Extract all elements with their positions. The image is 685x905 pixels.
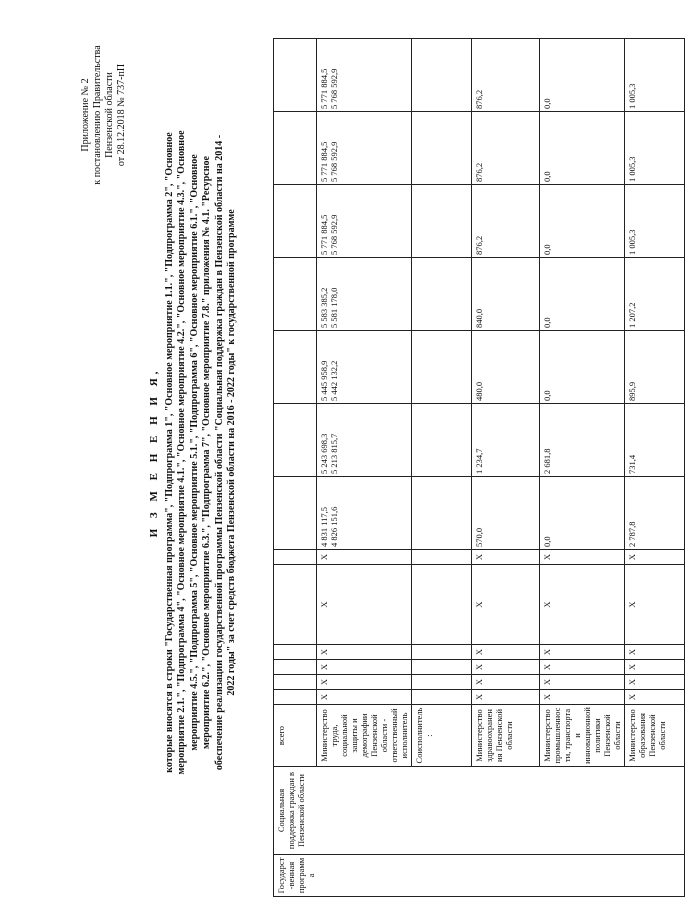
value-cell: 2 787,8 [625,477,685,550]
value-cell [412,331,472,404]
code-cell [274,660,317,675]
value-cell: 0,0 [540,185,625,258]
code-cell: X [540,565,625,645]
value-cell [274,404,317,477]
executor-cell: Министерство промышленности, транспорта и инновационной политики Пензенской области [540,705,625,767]
value-cell [412,258,472,331]
code-cell [412,550,472,565]
code-cell [274,645,317,660]
value-cell [412,112,472,185]
value-regional: 5 442 132,2 [329,360,339,401]
value-total: 5 243 698,3 [319,433,329,474]
value-cell [412,404,472,477]
document-subtitle: которые вносятся в строки "Государственная программа", "Подпрограмма 1", "Основное мероприятие 1.1.", "Подпрограмма 2", "Основное мероприятие 2.1.", "Подпрограмма 4", "Основное мероприятие 4.1.", "Основное мероприятие 4.2.", "Основное мероприятие 4.3.", "Основное мероприятие 4.5.", "Подпрограмма 5", "Основное мероприятие 5.1.", "Подпрограмма 6", "Основное мероприятие 6.1.", "Основное мероприятие 6.2.", "Основное мероприятие 6.3.", "Подпрограмма 7", "Основное мероприятие 7.8." приложения № 4.1. "Ресурсное обеспечение реализации государственной программы Пензенской области "Социальная поддержка граждан в Пензенской области на 2014 - 2022 годы" за счет средств бюджета Пензенской области на 2016 - 2022 годы" к государственной программе [163,130,237,775]
code-cell: X [625,550,685,565]
value-regional: 5 581 178,0 [329,287,339,328]
code-cell: X [472,550,540,565]
value-cell: 480,0 [472,331,540,404]
value-total: 4 831 117,5 [319,506,329,547]
code-cell [412,660,472,675]
value-total: 5 771 884,5 [319,68,329,109]
resource-table [273,38,685,897]
value-cell [317,331,412,404]
value-cell [317,477,412,550]
value-total: 5 771 884,5 [319,141,329,182]
value-total: 5 583 385,2 [319,287,329,328]
value-cell: 876,2 [472,112,540,185]
value-cell: 1 005,3 [625,185,685,258]
code-cell: X [317,690,412,705]
value-cell [274,331,317,404]
value-cell: 0,0 [540,331,625,404]
value-cell [412,185,472,258]
value-cell: 0,0 [540,477,625,550]
value-regional: 4 826 151,6 [329,506,339,547]
value-cell [317,258,412,331]
status-cell: Государст-венная программа [274,855,685,897]
executor-cell: Министерство здравоохранения Пензенской области [472,705,540,767]
code-cell: X [317,565,412,645]
value-total: 5 771 884,5 [319,214,329,255]
value-cell: 876,2 [472,39,540,112]
value-cell: 570,0 [472,477,540,550]
code-cell [274,565,317,645]
code-cell [412,690,472,705]
value-cell: 1 005,3 [625,39,685,112]
code-cell: X [625,645,685,660]
code-cell: X [625,690,685,705]
table-row [274,39,317,897]
value-cell [274,39,317,112]
program-name-cell: Социальная поддержка граждан в Пензенской области [274,767,685,855]
code-cell: X [625,565,685,645]
code-cell: X [540,660,625,675]
code-cell: X [625,675,685,690]
value-cell: 840,0 [472,258,540,331]
code-cell [412,565,472,645]
value-cell: 0,0 [540,112,625,185]
code-cell: X [317,675,412,690]
value-cell: 1 234,7 [472,404,540,477]
value-cell: 731,4 [625,404,685,477]
code-cell: X [472,565,540,645]
value-cell: 895,9 [625,331,685,404]
code-cell [274,675,317,690]
appendix-line: от 28.12.2018 № 737-пП [116,63,127,167]
code-cell [412,675,472,690]
code-cell: X [540,675,625,690]
code-cell: X [472,690,540,705]
code-cell: X [540,690,625,705]
document-title: И З М Е Н Е Н И Я, [148,367,160,538]
executor-cell: Министерство образования Пензенской области [625,705,685,767]
value-cell: 0,0 [540,258,625,331]
value-cell [274,185,317,258]
code-cell: X [540,645,625,660]
code-cell: X [317,550,412,565]
executor-cell: Соисполнитель: [412,705,472,767]
appendix-line: Приложение № 2 [80,78,91,152]
value-total: 5 445 958,9 [319,360,329,401]
value-cell [412,39,472,112]
value-cell: 1 005,3 [625,112,685,185]
code-cell: X [625,660,685,675]
code-cell [412,645,472,660]
value-cell: 876,2 [472,185,540,258]
code-cell: X [472,675,540,690]
code-cell [274,690,317,705]
value-regional: 5 768 592,9 [329,141,339,182]
value-cell [412,477,472,550]
code-cell: X [472,645,540,660]
appendix-note [80,25,128,205]
code-cell: X [317,660,412,675]
value-cell [317,185,412,258]
value-regional: 5 213 815,7 [329,433,339,474]
document-heading [148,0,239,905]
value-regional: 5 768 592,9 [329,214,339,255]
executor-cell: Министерство труда, социальной защиты и демографии Пензенской области - ответственный исполнитель [317,705,412,767]
value-cell [274,112,317,185]
executor-cell: всего [274,705,317,767]
code-cell: X [540,550,625,565]
value-cell [274,477,317,550]
value-cell [274,258,317,331]
appendix-line: к постановлению Правительства [92,45,103,185]
code-cell [274,550,317,565]
code-cell: X [317,645,412,660]
value-cell: 2 681,8 [540,404,625,477]
appendix-line: Пензенской области [104,72,115,158]
code-cell: X [472,660,540,675]
value-cell [317,112,412,185]
value-cell [317,39,412,112]
value-cell [317,404,412,477]
value-regional: 5 768 592,9 [329,68,339,109]
value-cell: 0,0 [540,39,625,112]
value-cell: 1 207,2 [625,258,685,331]
